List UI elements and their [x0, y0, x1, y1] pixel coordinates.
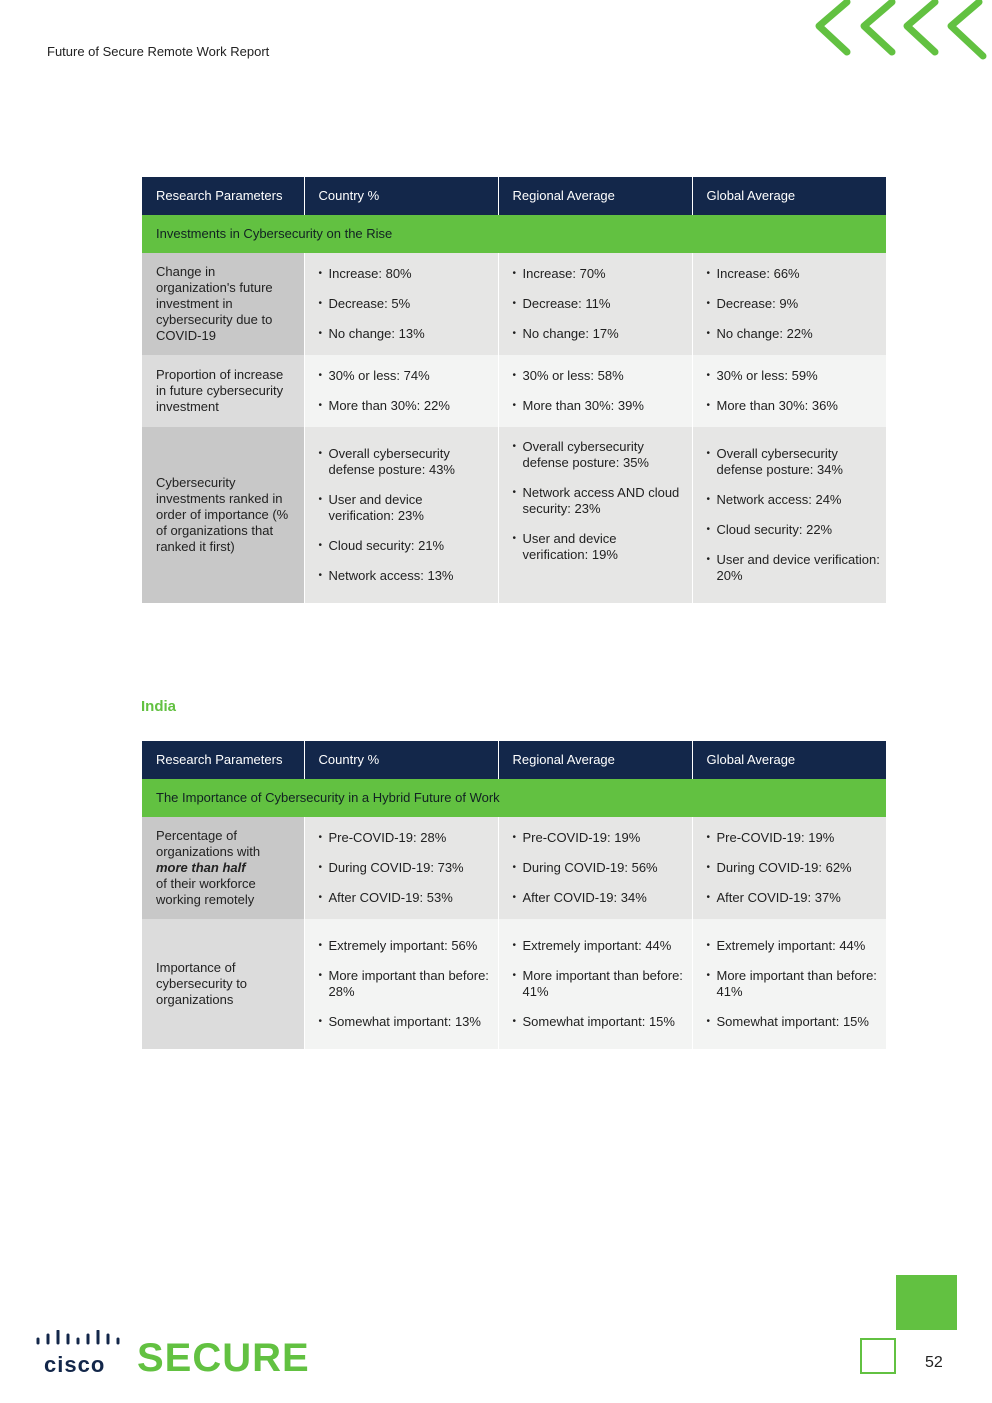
list-item: • More than 30%: 36%	[707, 398, 881, 414]
decorative-outline-square	[860, 1338, 896, 1374]
list-item: • More than 30%: 39%	[513, 398, 686, 414]
regional-cell	[498, 427, 692, 603]
list-item: • Decrease: 11%	[513, 296, 686, 312]
regional-cell	[498, 355, 692, 427]
column-header: Global Average	[692, 177, 886, 215]
list-item: • Decrease: 5%	[319, 296, 492, 312]
list-item: • User and device verification: 19%	[513, 531, 686, 563]
list-item: • Extremely important: 56%	[319, 938, 492, 954]
list-item: • Pre-COVID-19: 19%	[707, 830, 881, 846]
column-header: Research Parameters	[142, 177, 304, 215]
country-cell	[304, 355, 498, 427]
list-item: • During COVID-19: 62%	[707, 860, 881, 876]
section-row	[142, 215, 886, 253]
list-item: • Increase: 66%	[707, 266, 881, 282]
page-number: 52	[925, 1354, 943, 1371]
table-row	[142, 817, 886, 919]
list-item: • User and device verification: 20%	[707, 552, 881, 584]
table-row	[142, 253, 886, 355]
list-item: • After COVID-19: 53%	[319, 890, 492, 906]
chevron-decoration-icon	[807, 0, 992, 60]
list-item: • More than 30%: 22%	[319, 398, 492, 414]
parameter-cell	[142, 817, 304, 919]
list-item: • 30% or less: 59%	[707, 368, 881, 384]
list-item: • No change: 17%	[513, 326, 686, 342]
list-item: • Pre-COVID-19: 28%	[319, 830, 492, 846]
global-cell	[692, 427, 886, 603]
list-item: • Cloud security: 21%	[319, 538, 492, 554]
global-cell	[692, 817, 886, 919]
list-item: • More important than before: 41%	[707, 968, 881, 1000]
list-item: • Pre-COVID-19: 19%	[513, 830, 686, 846]
list-item: • Increase: 70%	[513, 266, 686, 282]
list-item: • Extremely important: 44%	[707, 938, 881, 954]
column-header: Country %	[304, 177, 498, 215]
section-label: The Importance of Cybersecurity in a Hybrid Future of Work	[142, 779, 886, 817]
parameter-cell: Importance of cybersecurity to organizations	[142, 919, 304, 1049]
table-header-row	[142, 741, 886, 779]
column-header: Regional Average	[498, 741, 692, 779]
country-heading: India	[141, 698, 177, 715]
column-header: Regional Average	[498, 177, 692, 215]
parameter-text: of their workforce working remotely	[156, 876, 256, 907]
parameter-emphasis: more than half	[156, 860, 246, 875]
list-item: • User and device verification: 23%	[319, 492, 492, 524]
list-item: • After COVID-19: 34%	[513, 890, 686, 906]
list-item: • Increase: 80%	[319, 266, 492, 282]
global-cell	[692, 253, 886, 355]
table-row	[142, 355, 886, 427]
list-item: • 30% or less: 58%	[513, 368, 686, 384]
list-item: • More important than before: 28%	[319, 968, 492, 1000]
country-cell	[304, 427, 498, 603]
global-cell	[692, 355, 886, 427]
hybrid-work-table	[142, 741, 886, 1049]
list-item: • Extremely important: 44%	[513, 938, 686, 954]
list-item: • Somewhat important: 13%	[319, 1014, 492, 1030]
parameter-cell: Proportion of increase in future cybersecurity investment	[142, 355, 304, 427]
column-header: Global Average	[692, 741, 886, 779]
list-item: • Cloud security: 22%	[707, 522, 881, 538]
regional-cell	[498, 919, 692, 1049]
table-row	[142, 427, 886, 603]
list-item: • During COVID-19: 73%	[319, 860, 492, 876]
country-cell	[304, 253, 498, 355]
cisco-bars-icon	[36, 1330, 120, 1350]
cisco-logo-text: cisco	[44, 1352, 106, 1377]
list-item: • Somewhat important: 15%	[513, 1014, 686, 1030]
list-item: • Network access: 13%	[319, 568, 492, 584]
list-item: • Overall cybersecurity defense posture: 43%	[319, 446, 492, 478]
table-row	[142, 919, 886, 1049]
section-label: Investments in Cybersecurity on the Rise	[142, 215, 886, 253]
parameter-text: Percentage of organizations with	[156, 828, 261, 859]
regional-cell	[498, 253, 692, 355]
list-item: • Somewhat important: 15%	[707, 1014, 881, 1030]
decorative-green-square	[896, 1275, 957, 1330]
list-item: • Overall cybersecurity defense posture: 35%	[513, 439, 686, 471]
list-item: • Network access: 24%	[707, 492, 881, 508]
parameter-cell: Change in organization's future investment in cybersecurity due to COVID-19	[142, 253, 304, 355]
list-item: • More important than before: 41%	[513, 968, 686, 1000]
list-item: • 30% or less: 74%	[319, 368, 492, 384]
list-item: • After COVID-19: 37%	[707, 890, 881, 906]
list-item: • During COVID-19: 56%	[513, 860, 686, 876]
section-row	[142, 779, 886, 817]
global-cell	[692, 919, 886, 1049]
country-cell	[304, 817, 498, 919]
column-header: Country %	[304, 741, 498, 779]
column-header: Research Parameters	[142, 741, 304, 779]
report-title: Future of Secure Remote Work Report	[47, 44, 270, 59]
list-item: • Overall cybersecurity defense posture: 34%	[707, 446, 881, 478]
secure-wordmark: SECURE	[137, 1336, 310, 1380]
list-item: • Network access AND cloud security: 23%	[513, 485, 686, 517]
investment-table	[142, 177, 886, 603]
list-item: • Decrease: 9%	[707, 296, 881, 312]
country-cell	[304, 919, 498, 1049]
parameter-cell: Cybersecurity investments ranked in order of importance (% of organizations that ranked it first)	[142, 427, 304, 603]
list-item: • No change: 13%	[319, 326, 492, 342]
regional-cell	[498, 817, 692, 919]
list-item: • No change: 22%	[707, 326, 881, 342]
table-header-row	[142, 177, 886, 215]
